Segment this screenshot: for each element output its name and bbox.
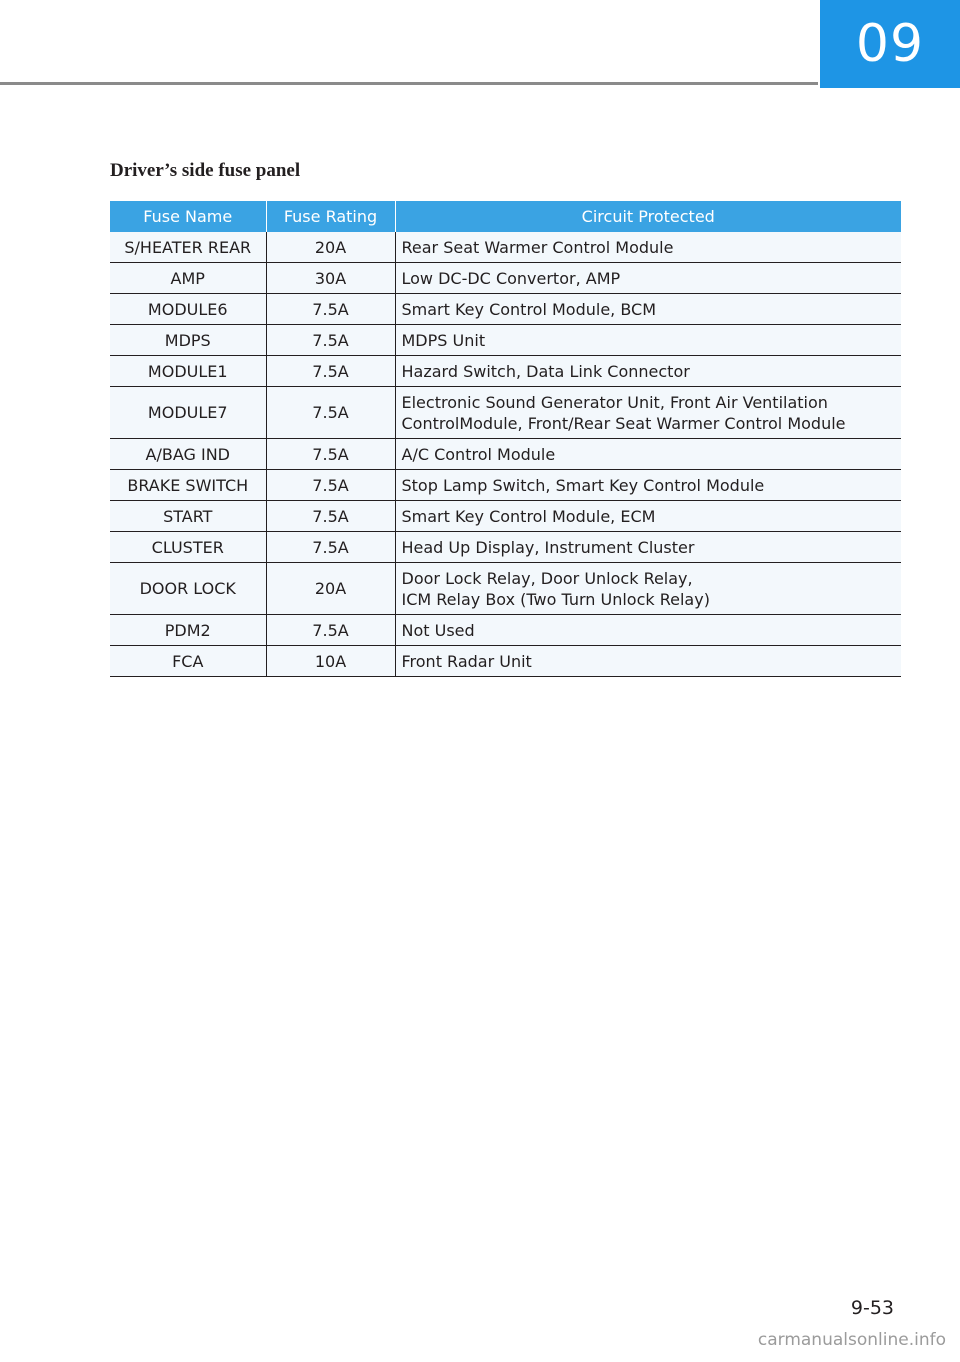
- fuse-table: [110, 201, 901, 677]
- circuit-cell: Door Lock Relay, Door Unlock Relay, ICM Relay Box (Two Turn Unlock Relay): [395, 563, 901, 615]
- fuse-name-cell: START: [110, 501, 266, 532]
- table-body: [110, 232, 901, 677]
- circuit-cell: Hazard Switch, Data Link Connector: [395, 356, 901, 387]
- page-number: 9-53: [850, 1297, 894, 1319]
- table-row: [110, 439, 901, 470]
- circuit-cell: Smart Key Control Module, ECM: [395, 501, 901, 532]
- fuse-rating-cell: 7.5A: [266, 387, 395, 439]
- circuit-cell: Electronic Sound Generator Unit, Front Air Ventilation ControlModule, Front/Rear Seat Warmer Control Module: [395, 387, 901, 439]
- table-row: [110, 232, 901, 263]
- fuse-name-cell: MDPS: [110, 325, 266, 356]
- fuse-name-cell: A/BAG IND: [110, 439, 266, 470]
- fuse-name-cell: FCA: [110, 646, 266, 677]
- fuse-rating-cell: 7.5A: [266, 294, 395, 325]
- fuse-rating-cell: 10A: [266, 646, 395, 677]
- circuit-cell: MDPS Unit: [395, 325, 901, 356]
- fuse-name-cell: AMP: [110, 263, 266, 294]
- watermark: carmanualsonline.info: [757, 1330, 946, 1350]
- table-header: [110, 201, 901, 232]
- fuse-rating-cell: 7.5A: [266, 439, 395, 470]
- fuse-name-cell: S/HEATER REAR: [110, 232, 266, 263]
- fuse-rating-cell: 30A: [266, 263, 395, 294]
- table-row: [110, 501, 901, 532]
- fuse-name-cell: CLUSTER: [110, 532, 266, 563]
- table-row: [110, 294, 901, 325]
- circuit-cell: Head Up Display, Instrument Cluster: [395, 532, 901, 563]
- fuse-rating-cell: 20A: [266, 563, 395, 615]
- fuse-rating-cell: 7.5A: [266, 532, 395, 563]
- chapter-tab: [820, 0, 960, 88]
- fuse-rating-cell: 7.5A: [266, 615, 395, 646]
- circuit-cell: Low DC-DC Convertor, AMP: [395, 263, 901, 294]
- section-title: Driver’s side fuse panel: [110, 160, 301, 181]
- column-header-circuit-protected: Circuit Protected: [395, 201, 901, 232]
- fuse-name-cell: MODULE6: [110, 294, 266, 325]
- circuit-cell: A/C Control Module: [395, 439, 901, 470]
- circuit-cell: Front Radar Unit: [395, 646, 901, 677]
- table-row: [110, 263, 901, 294]
- table-row: [110, 646, 901, 677]
- circuit-cell: Not Used: [395, 615, 901, 646]
- fuse-name-cell: MODULE7: [110, 387, 266, 439]
- column-header-fuse-name: Fuse Name: [110, 201, 266, 232]
- table-row: [110, 532, 901, 563]
- column-header-fuse-rating: Fuse Rating: [266, 201, 395, 232]
- circuit-cell: Stop Lamp Switch, Smart Key Control Module: [395, 470, 901, 501]
- table-row: [110, 615, 901, 646]
- fuse-name-cell: PDM2: [110, 615, 266, 646]
- table-row: [110, 325, 901, 356]
- fuse-rating-cell: 7.5A: [266, 325, 395, 356]
- fuse-name-cell: BRAKE SWITCH: [110, 470, 266, 501]
- header-rule: [0, 82, 818, 85]
- chapter-number: 09: [855, 14, 925, 74]
- table-row: [110, 356, 901, 387]
- fuse-rating-cell: 7.5A: [266, 356, 395, 387]
- circuit-cell: Smart Key Control Module, BCM: [395, 294, 901, 325]
- fuse-name-cell: MODULE1: [110, 356, 266, 387]
- fuse-rating-cell: 7.5A: [266, 501, 395, 532]
- fuse-rating-cell: 7.5A: [266, 470, 395, 501]
- table-row: [110, 563, 901, 615]
- fuse-rating-cell: 20A: [266, 232, 395, 263]
- table-row: [110, 470, 901, 501]
- circuit-cell: Rear Seat Warmer Control Module: [395, 232, 901, 263]
- fuse-name-cell: DOOR LOCK: [110, 563, 266, 615]
- table-row: [110, 387, 901, 439]
